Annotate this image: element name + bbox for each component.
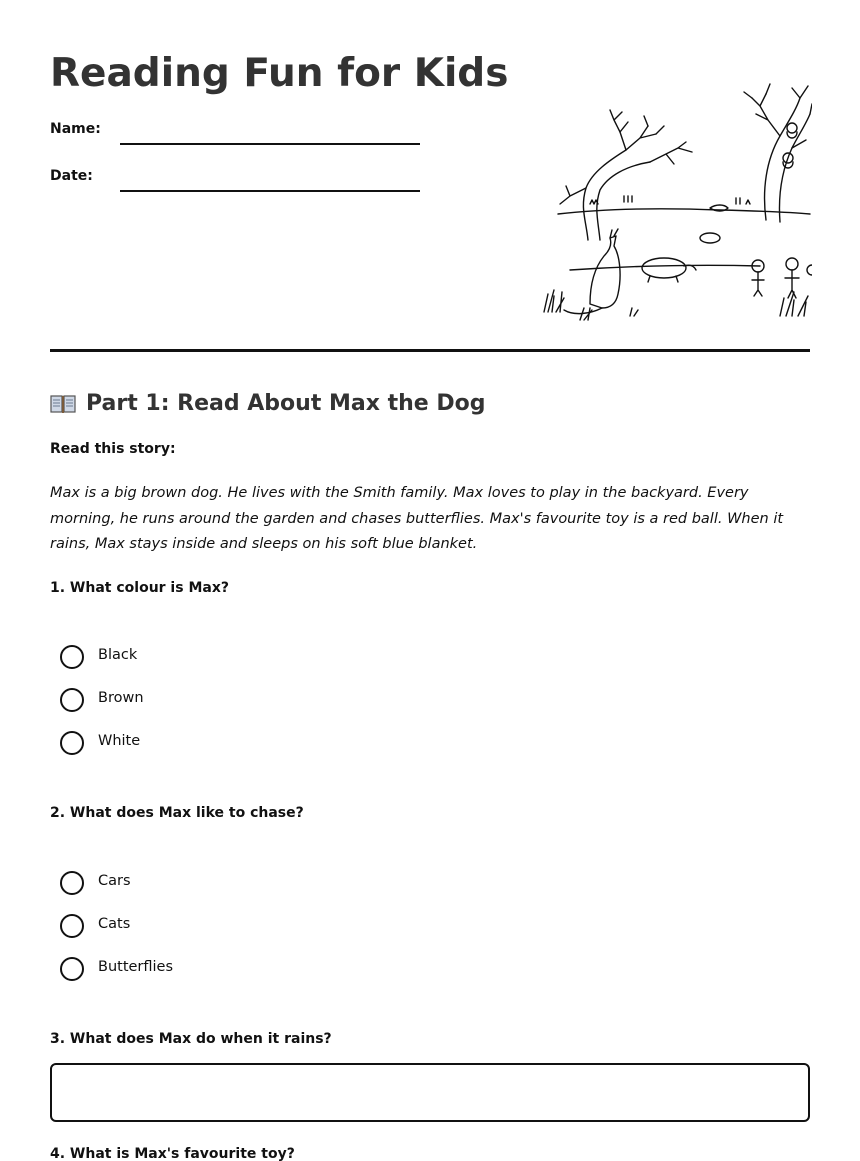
question-1-options <box>60 644 360 773</box>
option-butterflies[interactable] <box>60 956 360 999</box>
option-brown[interactable] <box>60 687 360 730</box>
question-3: 3. What does Max do when it rains? <box>50 1031 332 1047</box>
question-3-answer-box[interactable] <box>50 1063 810 1122</box>
option-black[interactable] <box>60 644 360 687</box>
radio-button[interactable] <box>60 957 84 981</box>
part1-title: Part 1: Read About Max the Dog <box>86 391 486 416</box>
radio-button[interactable] <box>60 914 84 938</box>
worksheet-header <box>50 0 810 352</box>
option-label: Cars <box>98 873 131 889</box>
option-label: Brown <box>98 690 144 706</box>
question-2: 2. What does Max like to chase? <box>50 805 304 821</box>
story-text: Max is a big brown dog. He lives with the Smith family. Max loves to play in the backyard. Every morning, he runs around the garden and chases butterflies. Max's favourite toy is a red ball. When it rains, Max stays inside and sleeps on his soft blue blanket. <box>50 485 784 552</box>
name-input-line[interactable] <box>120 143 420 145</box>
option-label: White <box>98 733 141 749</box>
radio-button[interactable] <box>60 731 84 755</box>
date-input-line[interactable] <box>120 190 420 192</box>
name-field <box>50 116 420 146</box>
date-label: Date: <box>50 168 93 184</box>
outback-scene-illustration <box>530 80 812 328</box>
option-white[interactable] <box>60 730 360 773</box>
date-field <box>50 163 420 193</box>
part1-heading <box>50 388 485 420</box>
name-label: Name: <box>50 121 101 137</box>
option-cats[interactable] <box>60 913 360 956</box>
page-title: Reading Fun for Kids <box>50 51 509 96</box>
option-cars[interactable] <box>60 870 360 913</box>
story-instruction: Read this story: <box>50 441 176 457</box>
question-2-options <box>60 870 360 999</box>
question-4: 4. What is Max's favourite toy? <box>50 1146 295 1161</box>
radio-button[interactable] <box>60 645 84 669</box>
option-label: Cats <box>98 916 131 932</box>
radio-button[interactable] <box>60 871 84 895</box>
option-label: Black <box>98 647 138 663</box>
question-1: 1. What colour is Max? <box>50 580 229 596</box>
book-icon <box>50 393 76 415</box>
option-label: Butterflies <box>98 959 174 975</box>
radio-button[interactable] <box>60 688 84 712</box>
